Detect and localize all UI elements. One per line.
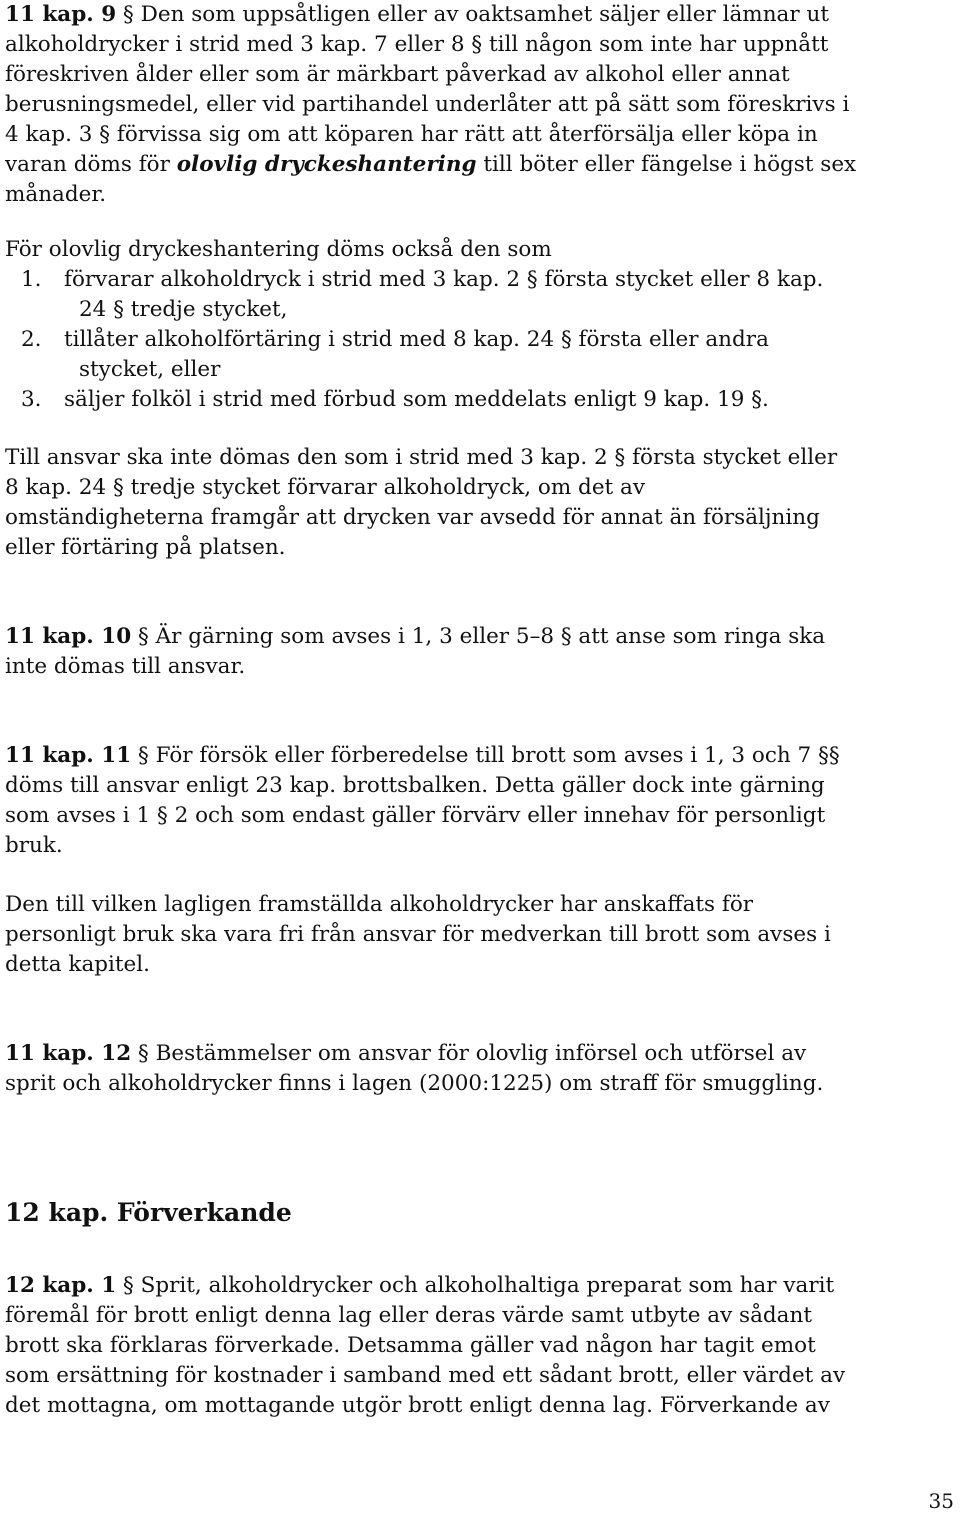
paragraph-3-line-2: 8 kap. 24 § tredje stycket förvarar alkoholdryck, om det av xyxy=(5,475,645,500)
section-11-11-line-1: 11 kap. 11 § För försök eller förberedelse till brott som avses i 1, 3 och 7 §§ xyxy=(5,743,840,768)
section-12-1-line-1: 12 kap. 1 § Sprit, alkoholdrycker och alkoholhaltiga preparat som har varit xyxy=(5,1273,835,1298)
section-11-11-line-3: som avses i 1 § 2 och som endast gäller förvärv eller innehav för personligt xyxy=(5,803,826,828)
list-intro: För olovlig dryckeshantering döms också den som xyxy=(5,237,552,262)
list-item-1: 1. förvarar alkoholdryck i strid med 3 kap. 2 § första stycket eller 8 kap. xyxy=(21,267,824,292)
list-item-2-cont: stycket, eller xyxy=(79,357,221,382)
section-ref-11-12: 11 kap. 12 xyxy=(5,1041,132,1066)
chapter-heading: 12 kap. Förverkande xyxy=(5,1198,292,1227)
section-12-1-line-4: som ersättning för kostnader i samband med ett sådant brott, eller värdet av xyxy=(5,1363,846,1388)
section-11-9-line-3: föreskriven ålder eller som är märkbart påverkad av alkohol eller annat xyxy=(5,62,790,87)
section-12-1-line-5: det mottagna, om mottagande utgör brott enligt denna lag. Förverkande av xyxy=(5,1393,830,1418)
section-ref-11-10: 11 kap. 10 xyxy=(5,624,132,649)
list-item-2: 2. tillåter alkoholförtäring i strid med 8 kap. 24 § första eller andra xyxy=(21,327,769,352)
emphasized-term: olovlig dryckeshantering xyxy=(176,152,477,177)
section-11-12-line-2: sprit och alkoholdrycker finns i lagen (2000:1225) om straff för smuggling. xyxy=(5,1071,824,1096)
paragraph-3-line-3: omständigheterna framgår att drycken var avsedd för annat än försäljning xyxy=(5,505,820,530)
section-11-10-line-2: inte dömas till ansvar. xyxy=(5,654,246,679)
section-ref-12-1: 12 kap. 1 xyxy=(5,1273,117,1298)
section-ref-11-11: 11 kap. 11 xyxy=(5,743,132,768)
paragraph-6-line-3: detta kapitel. xyxy=(5,952,150,977)
section-11-9-line-6: varan döms för olovlig dryckeshantering till böter eller fängelse i högst sex xyxy=(5,152,857,177)
section-11-9-line-5: 4 kap. 3 § förvissa sig om att köparen har rätt att återförsälja eller köpa in xyxy=(5,122,818,147)
list-item-3: 3. säljer folköl i strid med förbud som meddelats enligt 9 kap. 19 §. xyxy=(21,387,769,412)
section-11-11-line-2: döms till ansvar enligt 23 kap. brottsbalken. Detta gäller dock inte gärning xyxy=(5,773,825,798)
section-11-10-line-1: 11 kap. 10 § Är gärning som avses i 1, 3 eller 5–8 § att anse som ringa ska xyxy=(5,624,826,649)
section-11-9-line-1: 11 kap. 9 § Den som uppsåtligen eller av oaktsamhet säljer eller lämnar ut xyxy=(5,2,829,27)
section-11-11-line-4: bruk. xyxy=(5,833,63,858)
section-11-9-line-7: månader. xyxy=(5,182,107,207)
section-12-1-line-3: brott ska förklaras förverkade. Detsamma gäller vad någon har tagit emot xyxy=(5,1333,816,1358)
list-item-1-cont: 24 § tredje stycket, xyxy=(79,297,288,322)
section-11-12-line-1: 11 kap. 12 § Bestämmelser om ansvar för olovlig införsel och utförsel av xyxy=(5,1041,807,1066)
section-11-9-line-2: alkoholdrycker i strid med 3 kap. 7 eller 8 § till någon som inte har uppnått xyxy=(5,32,829,57)
paragraph-3-line-4: eller förtäring på platsen. xyxy=(5,535,286,560)
paragraph-6-line-1: Den till vilken lagligen framställda alkoholdrycker har anskaffats för xyxy=(5,892,754,917)
section-11-9-line-4: berusningsmedel, eller vid partihandel underlåter att på sätt som föreskrivs i xyxy=(5,92,850,117)
section-ref-11-9: 11 kap. 9 xyxy=(5,2,117,27)
paragraph-3-line-1: Till ansvar ska inte dömas den som i strid med 3 kap. 2 § första stycket eller xyxy=(5,445,838,470)
paragraph-6-line-2: personligt bruk ska vara fri från ansvar för medverkan till brott som avses i xyxy=(5,922,831,947)
section-12-1-line-2: föremål för brott enligt denna lag eller deras värde samt utbyte av sådant xyxy=(5,1303,812,1328)
page-number: 35 xyxy=(928,1489,954,1513)
